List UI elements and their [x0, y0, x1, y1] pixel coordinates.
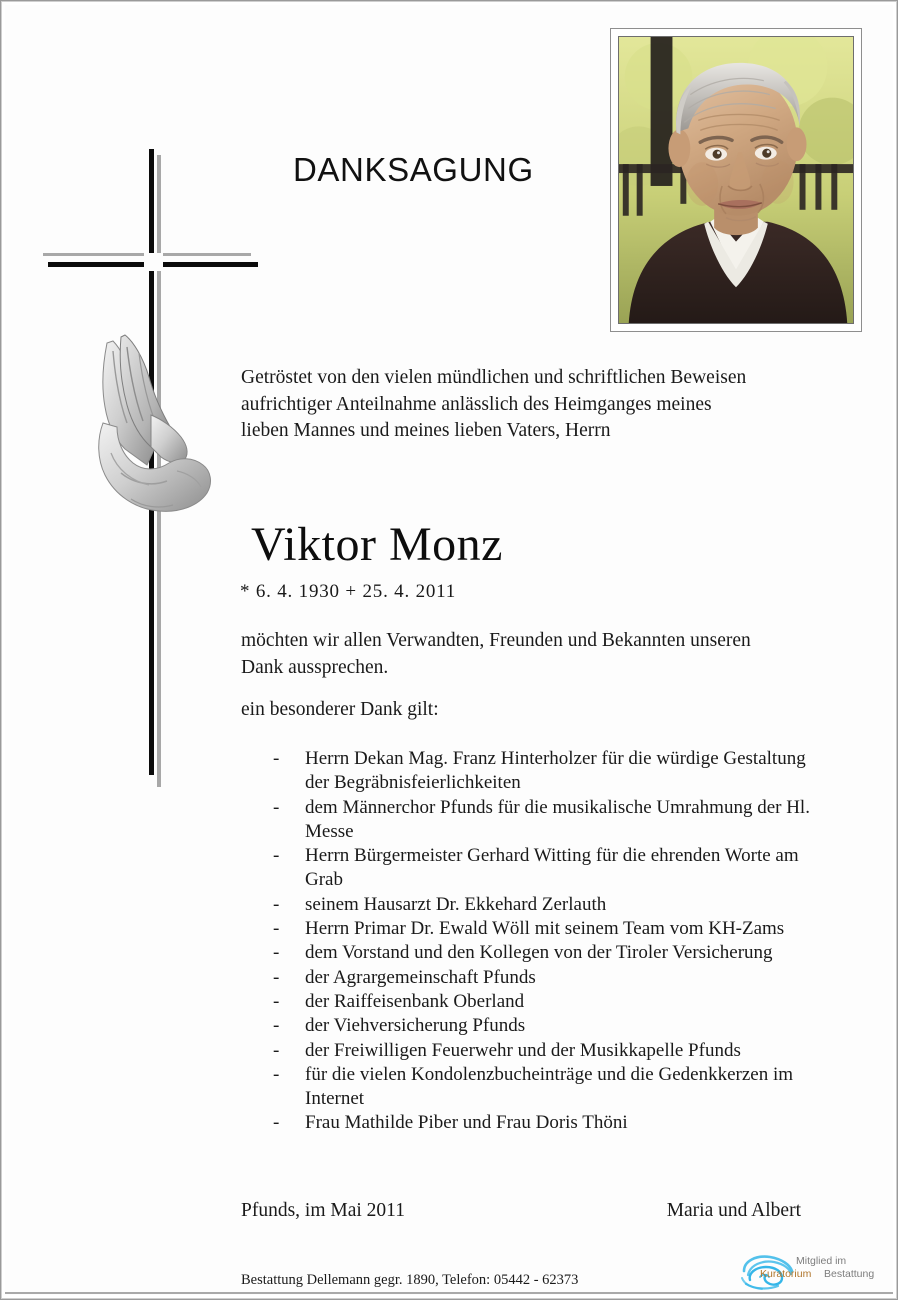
intro-line: lieben Mannes und meines lieben Vaters, Herrn	[241, 420, 611, 441]
list-item	[273, 917, 818, 941]
thanks-paragraph-line: möchten wir allen Verwandten, Freunden und Bekannten unseren	[241, 630, 751, 651]
list-marker: -	[273, 893, 280, 915]
intro-line: Getröstet von den vielen mündlichen und schriftlichen Beweisen	[241, 367, 747, 388]
list-marker: -	[273, 966, 280, 988]
list-item-text: Herrn Dekan Mag. Franz Hinterholzer für die würdige Gestaltung der Begräbnisfeierlichkeiten	[305, 748, 806, 794]
thanks-paragraph-line: Dank aussprechen.	[241, 656, 389, 678]
list-item-text: Herrn Primar Dr. Ewald Wöll mit seinem Team vom KH-Zams	[305, 918, 785, 940]
list-item	[273, 1039, 818, 1063]
intro-paragraph	[241, 365, 811, 445]
portrait-photo	[618, 36, 854, 324]
list-marker: -	[273, 1112, 280, 1134]
undertaker-footer: Bestattung Dellemann gegr. 1890, Telefon: 05442 - 62373	[241, 1272, 579, 1288]
list-item	[273, 1111, 818, 1135]
card-page	[5, 5, 893, 1295]
list-marker: -	[273, 1015, 280, 1037]
list-item-text: Frau Mathilde Piber und Frau Doris Thöni	[305, 1112, 628, 1134]
signature-row	[241, 1200, 801, 1222]
page-title: DANKSAGUNG	[293, 151, 534, 188]
list-item	[273, 966, 818, 990]
portrait-photo-frame	[610, 28, 862, 332]
cross-horizontal-gray	[43, 253, 251, 256]
kuratorium-logo	[738, 1248, 890, 1293]
list-item	[273, 990, 818, 1014]
thanks-list	[273, 747, 818, 1136]
cross-center-gap	[144, 253, 163, 271]
cross-horizontal-black	[48, 262, 258, 267]
list-marker: -	[273, 1063, 280, 1085]
list-item	[273, 1063, 818, 1112]
list-marker: -	[273, 1039, 280, 1061]
signature-place-date: Pfunds, im Mai 2011	[241, 1200, 405, 1221]
list-marker: -	[273, 845, 280, 867]
list-item-text: der Viehversicherung Pfunds	[305, 1015, 526, 1037]
list-item	[273, 893, 818, 917]
list-item-text: der Freiwilligen Feuerwehr und der Musikkapelle Pfunds	[305, 1039, 741, 1061]
list-item-text: für die vielen Kondolenzbucheinträge und die Gedenkkerzen im Internet	[305, 1063, 794, 1110]
deceased-name: Viktor Monz	[251, 518, 503, 571]
list-item-text: seinem Hausarzt Dr. Ekkehard Zerlauth	[305, 893, 607, 915]
list-marker: -	[273, 942, 280, 964]
list-item-text: dem Männerchor Pfunds für die musikalische Umrahmung der Hl. Messe	[305, 796, 810, 842]
list-item-text: der Agrargemeinschaft Pfunds	[305, 966, 536, 988]
list-item-text: der Raiffeisenbank Oberland	[305, 990, 525, 1012]
list-marker: -	[273, 748, 280, 769]
list-item	[273, 844, 818, 893]
birth-death-dates: * 6. 4. 1930 + 25. 4. 2011	[240, 581, 457, 602]
logo-word-bestattung: Bestattung	[824, 1268, 875, 1280]
logo-line1: Mitglied im	[796, 1255, 847, 1267]
footer-divider	[5, 1292, 893, 1294]
list-item-text: dem Vorstand und den Kollegen von der Tiroler Versicherung	[305, 942, 773, 964]
special-thanks-lead: ein besonderer Dank gilt:	[241, 699, 439, 720]
signature-names: Maria und Albert	[666, 1200, 801, 1221]
intro-line: aufrichtiger Anteilnahme anlässlich des Heimganges meines	[241, 393, 712, 415]
list-item	[273, 1014, 818, 1038]
praying-hands-icon	[77, 323, 237, 528]
list-item	[273, 796, 818, 845]
list-marker: -	[273, 990, 280, 1012]
thanks-paragraph	[241, 628, 821, 681]
list-marker: -	[273, 796, 280, 818]
list-item	[273, 747, 818, 796]
list-item-text: Herrn Bürgermeister Gerhard Witting für die ehrenden Worte am Grab	[305, 845, 799, 891]
logo-word-kuratorium: Kuratorium	[760, 1268, 812, 1280]
list-marker: -	[273, 918, 280, 940]
list-item	[273, 941, 818, 965]
